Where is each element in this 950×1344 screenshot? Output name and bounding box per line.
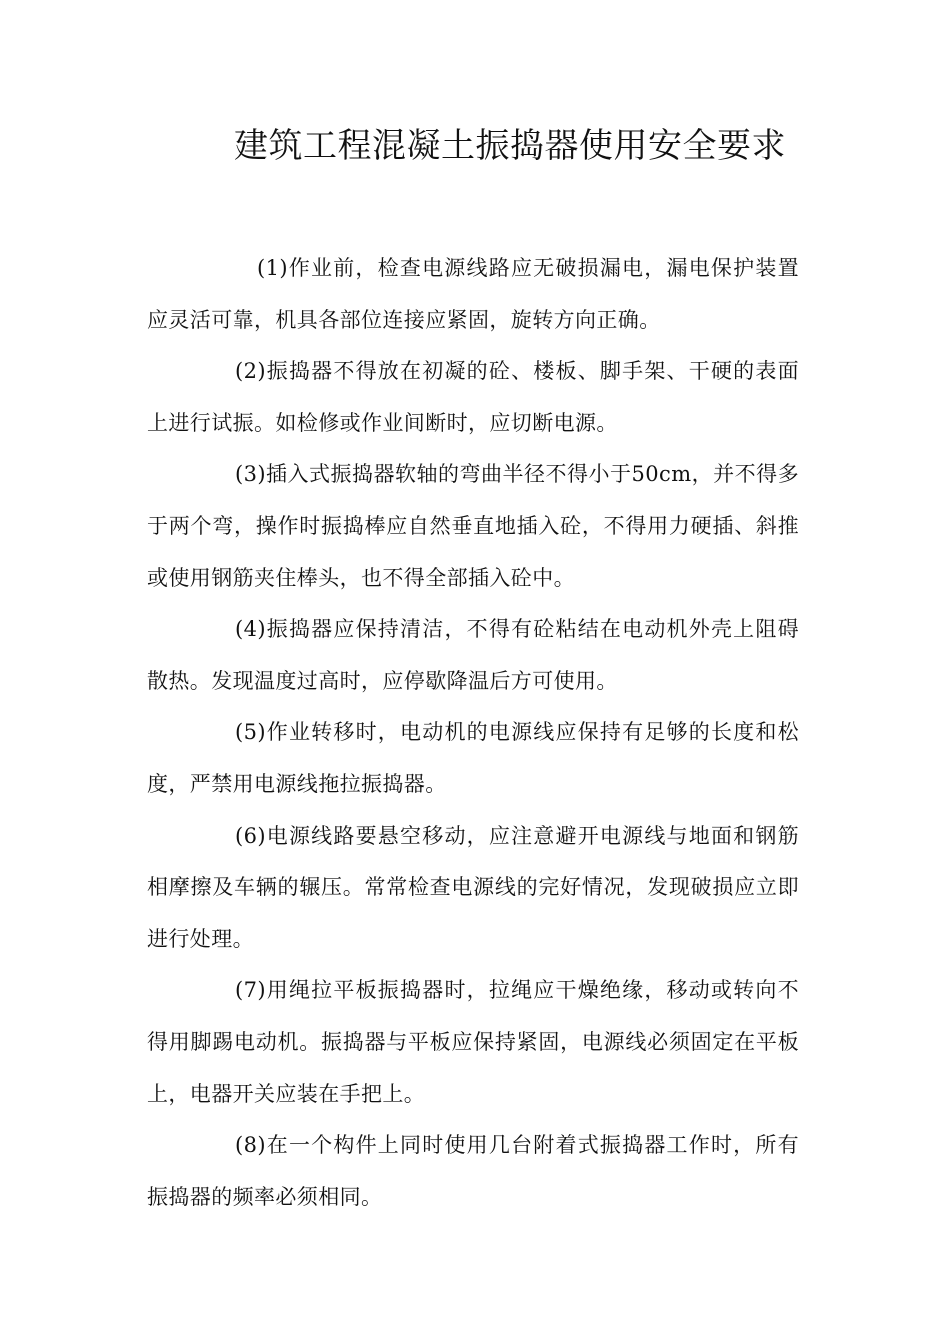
paragraph-4: (4)振捣器应保持清洁，不得有砼粘结在电动机外壳上阻碍散热。发现温度过高时，应停歇降温后方可使用。 bbox=[147, 617, 799, 693]
document-title: 建筑工程混凝土振捣器使用安全要求 bbox=[234, 126, 786, 166]
paragraph-5: (5)作业转移时，电动机的电源线应保持有足够的长度和松度，严禁用电源线拖拉振捣器。 bbox=[147, 720, 799, 796]
paragraph-8: (8)在一个构件上同时使用几台附着式振捣器工作时，所有振捣器的频率必须相同。 bbox=[147, 1133, 799, 1209]
paragraph-7: (7)用绳拉平板振捣器时，拉绳应干燥绝缘，移动或转向不得用脚踢电动机。振捣器与平板应保持紧固，电源线必须固定在平板上，电器开关应装在手把上。 bbox=[147, 978, 799, 1106]
paragraph-1: (1)作业前，检查电源线路应无破损漏电，漏电保护装置应灵活可靠，机具各部位连接应紧固，旋转方向正确。 bbox=[147, 256, 799, 332]
paragraph-3: (3)插入式振捣器软轴的弯曲半径不得小于50cm，并不得多于两个弯，操作时振捣棒应自然垂直地插入砼，不得用力硬插、斜推或使用钢筋夹住棒头，也不得全部插入砼中。 bbox=[147, 462, 799, 590]
paragraph-6: (6)电源线路要悬空移动，应注意避开电源线与地面和钢筋相摩擦及车辆的辗压。常常检查电源线的完好情况，发现破损应立即进行处理。 bbox=[147, 823, 799, 951]
document-body bbox=[147, 243, 799, 1223]
paragraph-2: (2)振捣器不得放在初凝的砼、楼板、脚手架、干硬的表面上进行试振。如检修或作业间断时，应切断电源。 bbox=[147, 359, 799, 435]
